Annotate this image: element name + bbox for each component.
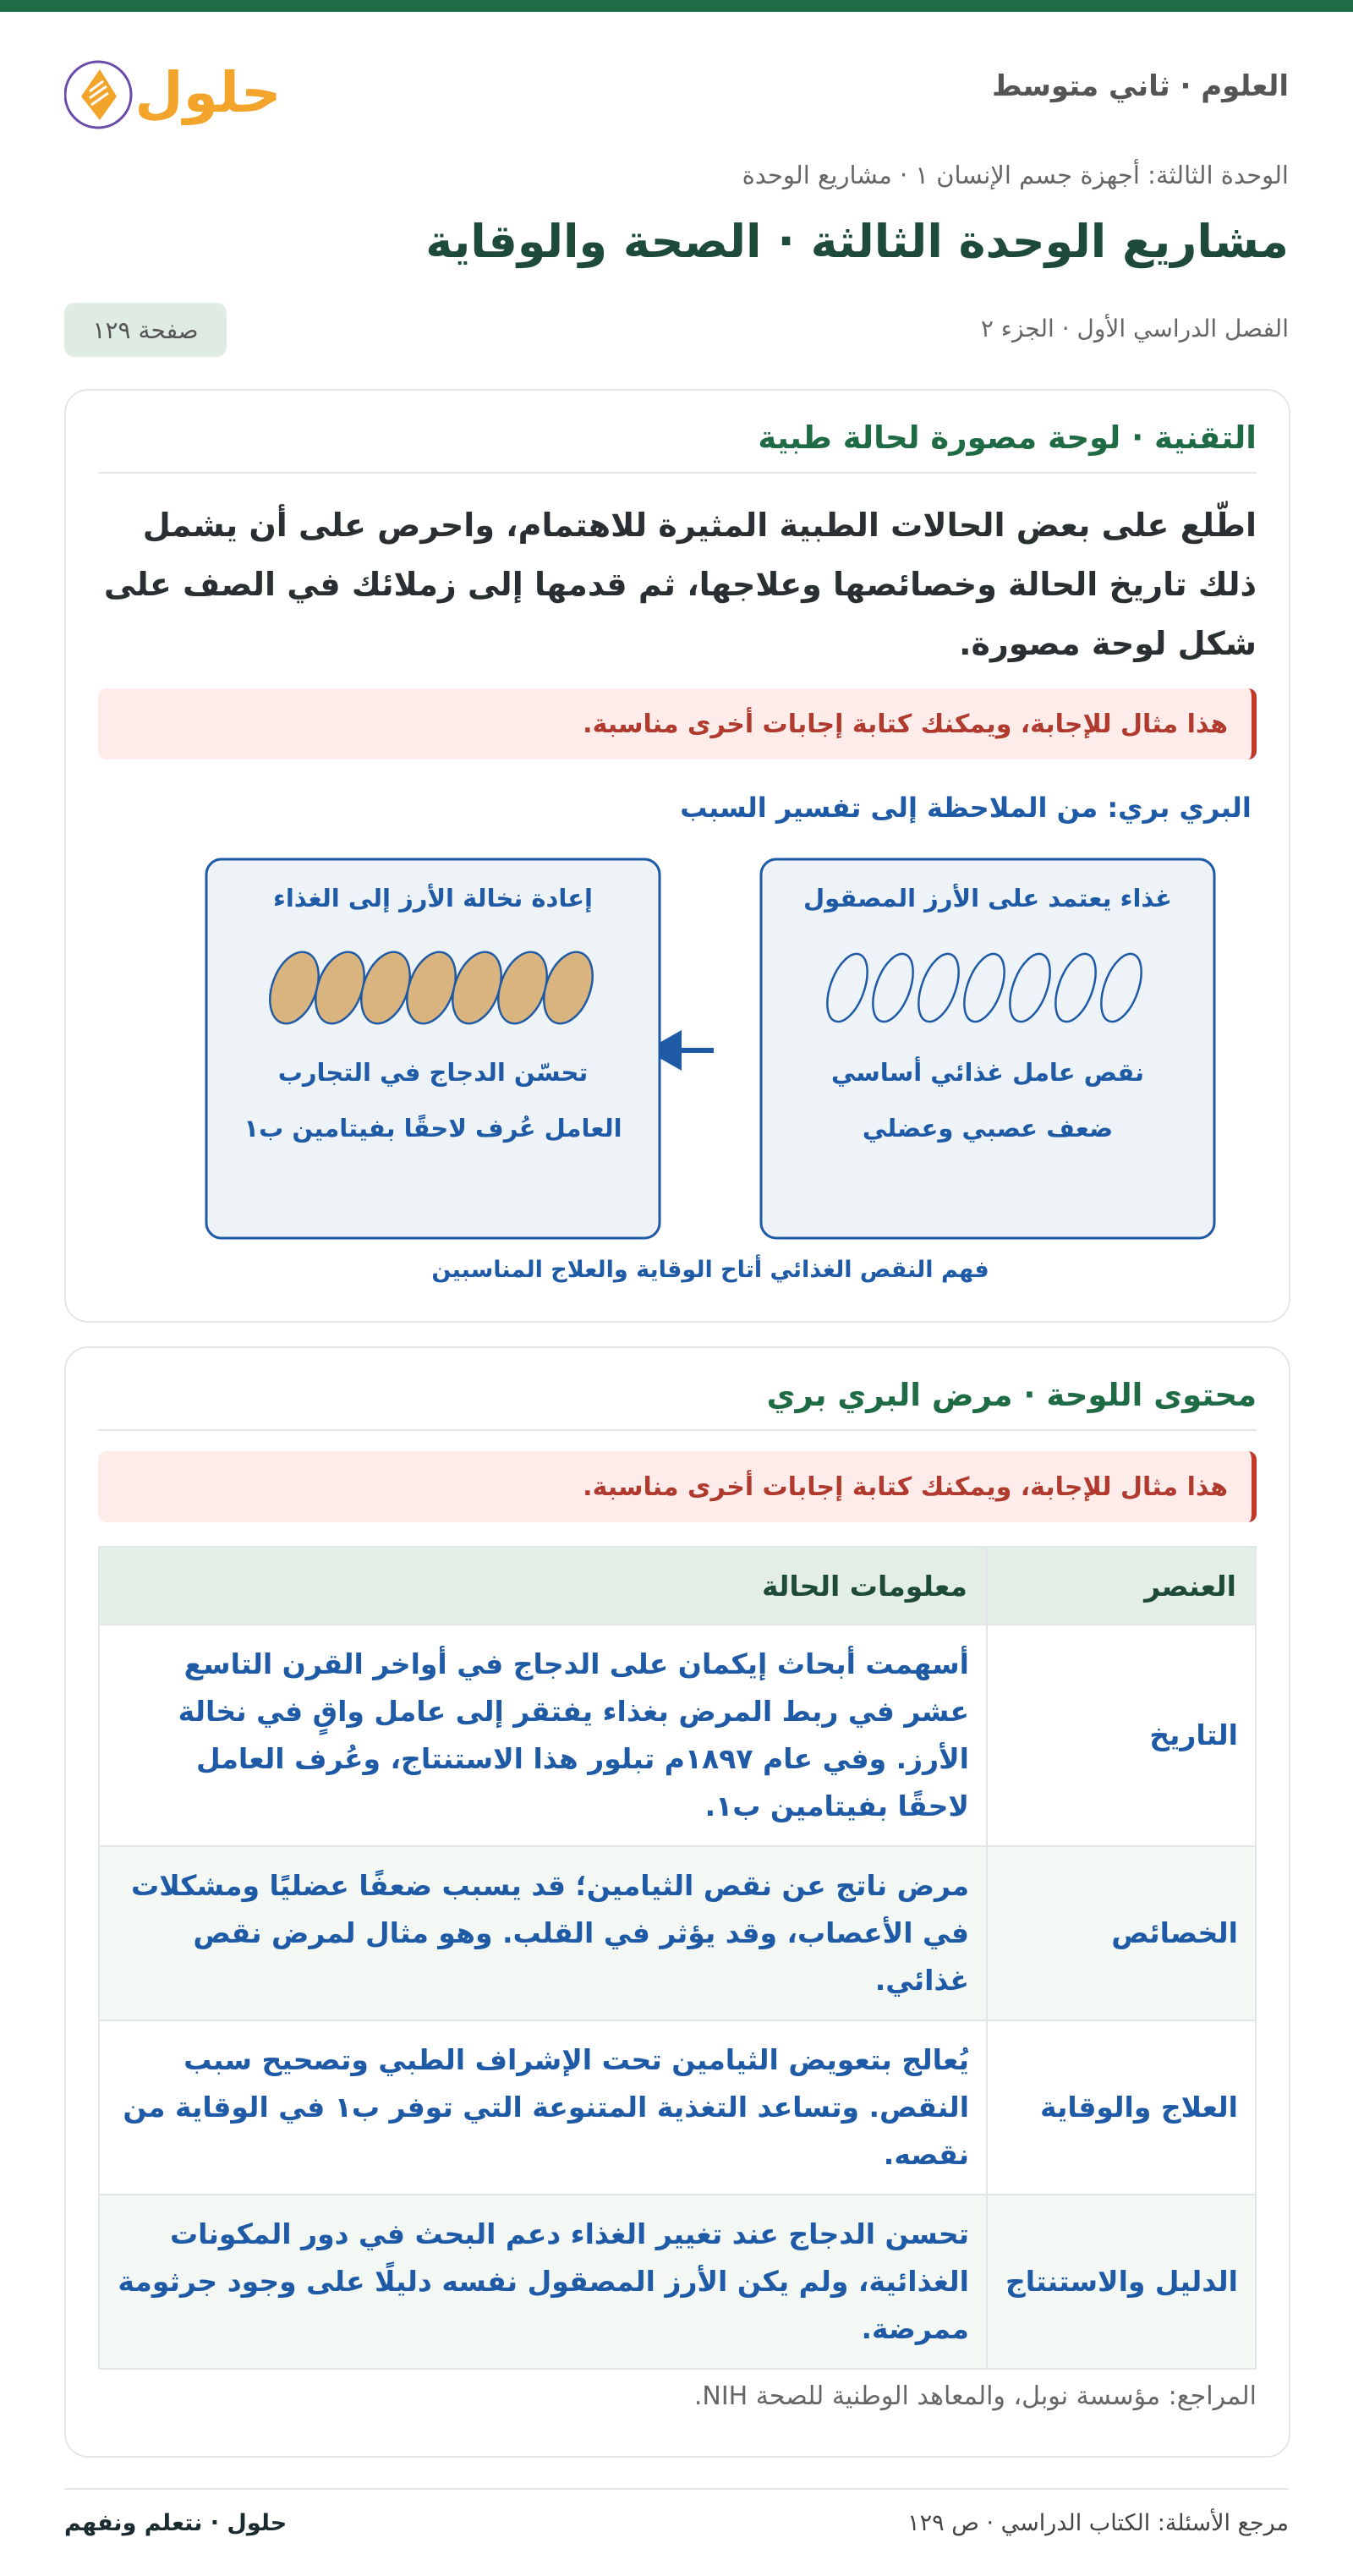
row-value: يُعالج بتعويض الثيامين تحت الإشراف الطبي وتصحيح سبب النقص. وتساعد التغذية المتنوعة التي توفر ب١ في الوقاية من نقصه. [99, 2020, 987, 2195]
left-box-title: إعادة نخالة الأرز إلى الغذاء [273, 884, 593, 913]
row-value: أسهمت أبحاث إيكمان على الدجاج في أواخر القرن التاسع عشر في ربط المرض بغذاء يفتقر إلى عامل واقٍ في نخالة الأرز. وفي عام ١٨٩٧م تبلور هذا الاستنتاج، وعُرف العامل لاحقًا بفيتامين ب١. [99, 1625, 987, 1846]
diet-polished-rice-box [761, 859, 1214, 1238]
sample-answer-note: هذا مثال للإجابة، ويمكنك كتابة إجابات أخرى مناسبة. [98, 1451, 1257, 1522]
table-row [99, 1846, 1256, 2020]
technology-heading: التقنية · لوحة مصورة لحالة طبية [758, 419, 1257, 456]
semester-label: الفصل الدراسي الأول · الجزء ٢ [980, 315, 1289, 343]
task-text: اطّلع على بعض الحالات الطبية المثيرة للاهتمام، واحرص على أن يشمل ذلك تاريخ الحالة وخصائصها وعلاجها، ثم قدمها إلى زملائك في الصف على شكل لوحة مصورة. [103, 507, 1257, 662]
section-divider [98, 472, 1257, 474]
diagram-title: البري بري: من الملاحظة إلى تفسير السبب [680, 792, 1252, 824]
beriberi-diagram [98, 780, 1257, 1304]
page-number-badge: صفحة ١٢٩ [64, 303, 227, 357]
logo-graphic [64, 46, 293, 147]
right-box-title: غذاء يعتمد على الأرز المصقول [803, 884, 1172, 913]
references-text: المراجع: مؤسسة نوبل، والمعاهد الوطنية للصحة NIH. [693, 2381, 1257, 2411]
sample-answer-note: هذا مثال للإجابة، ويمكنك كتابة إجابات أخرى مناسبة. [98, 688, 1257, 759]
page-header [64, 46, 1289, 147]
logo-text: حلول [134, 60, 282, 125]
right-box-line2: ضعف عصبي وعضلي [862, 1114, 1114, 1143]
footer-divider [64, 2488, 1289, 2490]
row-value: مرض ناتج عن نقص الثيامين؛ قد يسبب ضعفًا عضليًا ومشكلات في الأعصاب، وقد يؤثر في القلب. وهو مثال لمرض نقص غذائي. [99, 1846, 987, 2020]
technology-card [64, 389, 1290, 1323]
case-info-table [98, 1546, 1257, 2370]
page-title: مشاريع الوحدة الثالثة · الصحة والوقاية [425, 215, 1289, 268]
diagram-caption: فهم النقص الغذائي أتاح الوقاية والعلاج المناسبين [431, 1257, 989, 1283]
column-header-item: العنصر [987, 1547, 1256, 1625]
right-box-line1: نقص عامل غذائي أساسي [830, 1058, 1145, 1087]
column-header-info: معلومات الحالة [99, 1547, 987, 1625]
row-key: التاريخ [987, 1625, 1256, 1846]
diagram-graphic [98, 780, 1257, 1304]
footer-brand-tag[interactable]: حلول · نتعلم ونفهم [64, 2510, 288, 2536]
table-row [99, 2195, 1256, 2369]
row-key: العلاج والوقاية [987, 2020, 1256, 2195]
board-heading: محتوى اللوحة · مرض البري بري [766, 1377, 1257, 1413]
board-content-card [64, 1346, 1290, 2458]
row-key: الخصائص [987, 1846, 1256, 2020]
left-box-line1: تحسّن الدجاج في التجارب [277, 1058, 589, 1087]
row-key: الدليل والاستنتاج [987, 2195, 1256, 2369]
subject-label: العلوم · ثاني متوسط [992, 69, 1289, 103]
table-row [99, 2020, 1256, 2195]
breadcrumb[interactable]: الوحدة الثالثة: أجهزة جسم الإنسان ١ · مشاريع الوحدة [742, 161, 1289, 189]
footer-source: مرجع الأسئلة: الكتاب الدراسي · ص ١٢٩ [907, 2510, 1289, 2536]
table-header-row [99, 1547, 1256, 1625]
table-row [99, 1625, 1256, 1846]
bran-restored-box [206, 859, 660, 1238]
left-box-line2: العامل عُرف لاحقًا بفيتامين ب١ [244, 1114, 622, 1143]
section-divider [98, 1429, 1257, 1431]
row-value: تحسن الدجاج عند تغيير الغذاء دعم البحث في دور المكونات الغذائية، ولم يكن الأرز المصقول نفسه دليلًا على وجود جرثومة ممرضة. [99, 2195, 987, 2369]
brand-logo[interactable] [64, 46, 293, 147]
top-accent-bar [0, 0, 1353, 12]
